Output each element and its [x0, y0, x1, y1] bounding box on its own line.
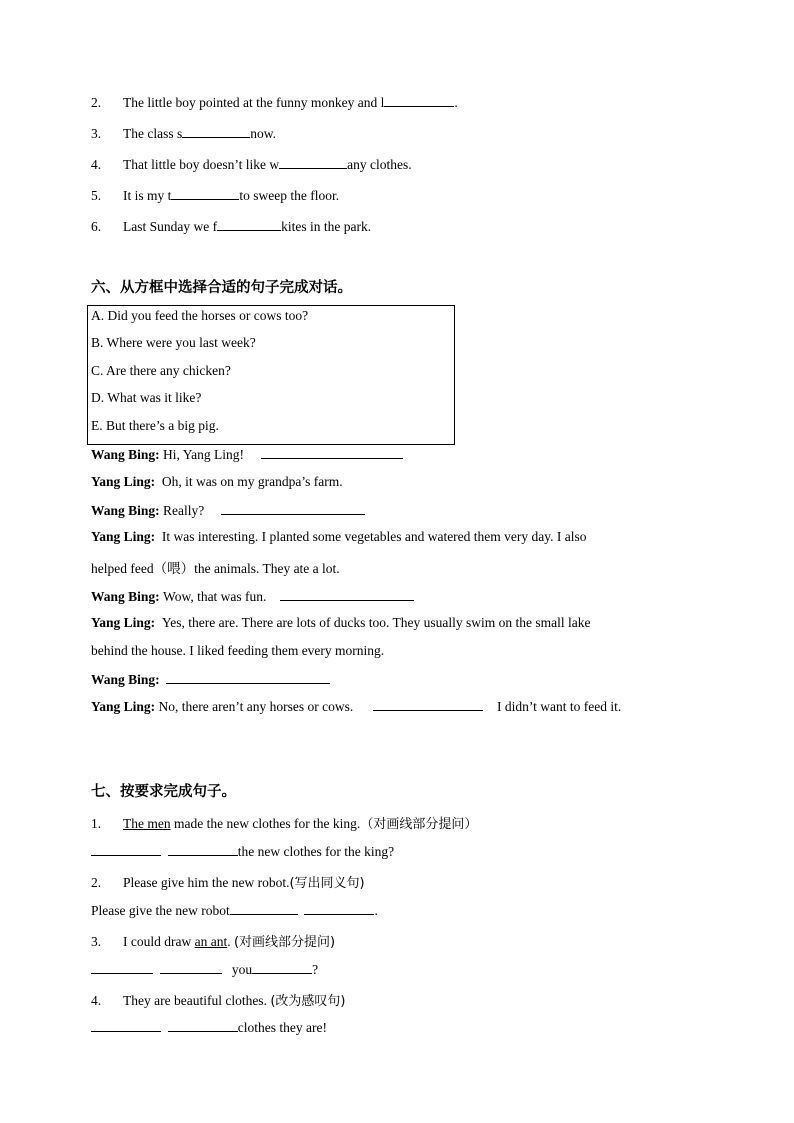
item-text: It is my t — [123, 188, 172, 203]
item-text: That little boy doesn’t like w — [123, 157, 280, 172]
option-e: E. But there’s a big pig. — [91, 418, 219, 433]
dialogue-text: behind the house. I liked feeding them every morning. — [91, 643, 385, 658]
q2-answer-line — [91, 902, 378, 919]
answer-blank[interactable] — [304, 902, 374, 915]
instruction: (对画线部分提问) — [233, 935, 336, 950]
item-text-end: kites in the park. — [281, 219, 372, 234]
speaker: Wang Bing: — [91, 447, 160, 462]
answer-text: Please give the new robot — [91, 903, 230, 918]
q1-answer-line — [91, 843, 394, 860]
dialogue-text: No, there aren’t any horses or cows. — [158, 699, 354, 714]
item-number: 4. — [91, 157, 102, 172]
dialogue-text: It was interesting. I planted some vegetables and watered them very day. I also — [161, 529, 587, 544]
answer-blank[interactable] — [373, 698, 483, 711]
dialogue-line-5 — [91, 588, 414, 605]
item-number: 1. — [91, 816, 102, 831]
item-number: 3. — [91, 934, 102, 949]
speaker: Yang Ling: — [91, 699, 156, 714]
item-text-end: now. — [250, 126, 276, 141]
underlined-part: an ant — [194, 934, 228, 949]
dialogue-line-1 — [91, 446, 403, 463]
option-d: D. What was it like? — [91, 390, 202, 405]
q3-answer-line — [91, 961, 318, 978]
dialogue-text: Oh, it was on my grandpa’s farm. — [161, 474, 343, 489]
answer-blank[interactable] — [168, 1019, 238, 1032]
question-text: I could draw — [123, 934, 195, 949]
dialogue-line-3 — [91, 502, 365, 519]
fill-item-6 — [91, 218, 371, 235]
dialogue-text: Wow, that was fun. — [163, 589, 267, 604]
answer-blank[interactable] — [91, 1019, 161, 1032]
section-6-heading: 六、从方框中选择合适的句子完成对话。 — [91, 280, 352, 296]
item-number: 3. — [91, 126, 102, 141]
answer-blank[interactable] — [280, 588, 414, 601]
item-number: 4. — [91, 993, 102, 1008]
instruction: (改为感叹句) — [270, 994, 346, 1009]
speaker: Wang Bing: — [91, 589, 160, 604]
section-7-heading: 七、按要求完成句子。 — [91, 784, 236, 800]
answer-text-end: . — [374, 903, 378, 918]
dialogue-line-6 — [91, 615, 590, 631]
fill-item-4 — [91, 156, 412, 173]
option-a: A. Did you feed the horses or cows too? — [91, 308, 309, 323]
dialogue-line-8 — [91, 698, 621, 715]
instruction: (写出同义句) — [289, 876, 365, 891]
question-text-end: . — [227, 934, 234, 949]
fill-item-3 — [91, 125, 276, 142]
item-text-end: . — [454, 95, 458, 110]
answer-blank[interactable] — [168, 843, 238, 856]
dialogue-line-4 — [91, 529, 587, 545]
answer-blank[interactable] — [160, 961, 222, 974]
item-number: 2. — [91, 95, 102, 110]
dialogue-text: Yes, there are. There are lots of ducks too. They usually swim on the small lake — [161, 615, 591, 630]
speaker: Yang Ling: — [91, 474, 156, 489]
dialogue-text: Hi, Yang Ling! — [163, 447, 245, 462]
answer-blank[interactable] — [221, 502, 365, 515]
speaker: Yang Ling: — [91, 529, 156, 544]
answer-blank[interactable] — [279, 156, 347, 169]
answer-blank[interactable] — [91, 843, 161, 856]
answer-blank[interactable] — [384, 94, 454, 107]
item-text: The class s — [123, 126, 183, 141]
instruction: （对画线部分提问） — [360, 817, 478, 832]
answer-text: clothes they are! — [237, 1020, 327, 1035]
q3-line — [91, 931, 335, 950]
speaker: Wang Bing: — [91, 672, 160, 687]
question-text: made the new clothes for the king. — [170, 816, 361, 831]
underlined-part: The men — [123, 816, 171, 831]
answer-blank[interactable] — [261, 446, 403, 459]
option-b: B. Where were you last week? — [91, 335, 256, 350]
dialogue-line-7 — [91, 671, 330, 688]
question-text: Please give him the new robot. — [123, 875, 290, 890]
item-text-end: any clothes. — [347, 157, 412, 172]
answer-text-end: ? — [312, 962, 319, 977]
dialogue-line-6b — [91, 643, 384, 659]
fill-item-5 — [91, 187, 339, 204]
item-number: 2. — [91, 875, 102, 890]
answer-blank[interactable] — [230, 902, 298, 915]
item-text-end: to sweep the floor. — [239, 188, 340, 203]
dialogue-text: Really? — [163, 503, 205, 518]
answer-blank[interactable] — [252, 961, 312, 974]
option-c: C. Are there any chicken? — [91, 363, 231, 378]
item-text: Last Sunday we f — [123, 219, 218, 234]
answer-text: the new clothes for the king? — [237, 844, 395, 859]
dialogue-text-after: I didn’t want to feed it. — [496, 699, 622, 714]
speaker: Wang Bing: — [91, 503, 160, 518]
dialogue-text: helped feed（喂）the animals. They ate a lot. — [91, 561, 340, 576]
item-text: The little boy pointed at the funny monkey and l — [123, 95, 385, 110]
answer-blank[interactable] — [171, 187, 239, 200]
answer-text: you — [231, 962, 253, 977]
dialogue-line-4b — [91, 557, 340, 577]
answer-blank[interactable] — [217, 218, 281, 231]
question-text: They are beautiful clothes. — [123, 993, 271, 1008]
dialogue-line-2 — [91, 474, 343, 490]
answer-blank[interactable] — [166, 671, 330, 684]
q2-line — [91, 872, 365, 891]
answer-blank[interactable] — [91, 961, 153, 974]
fill-item-2 — [91, 94, 458, 111]
q1-line — [91, 813, 477, 832]
q4-answer-line — [91, 1019, 327, 1036]
item-number: 5. — [91, 188, 102, 203]
answer-blank[interactable] — [182, 125, 250, 138]
speaker: Yang Ling: — [91, 615, 156, 630]
q4-line — [91, 990, 345, 1009]
item-number: 6. — [91, 219, 102, 234]
